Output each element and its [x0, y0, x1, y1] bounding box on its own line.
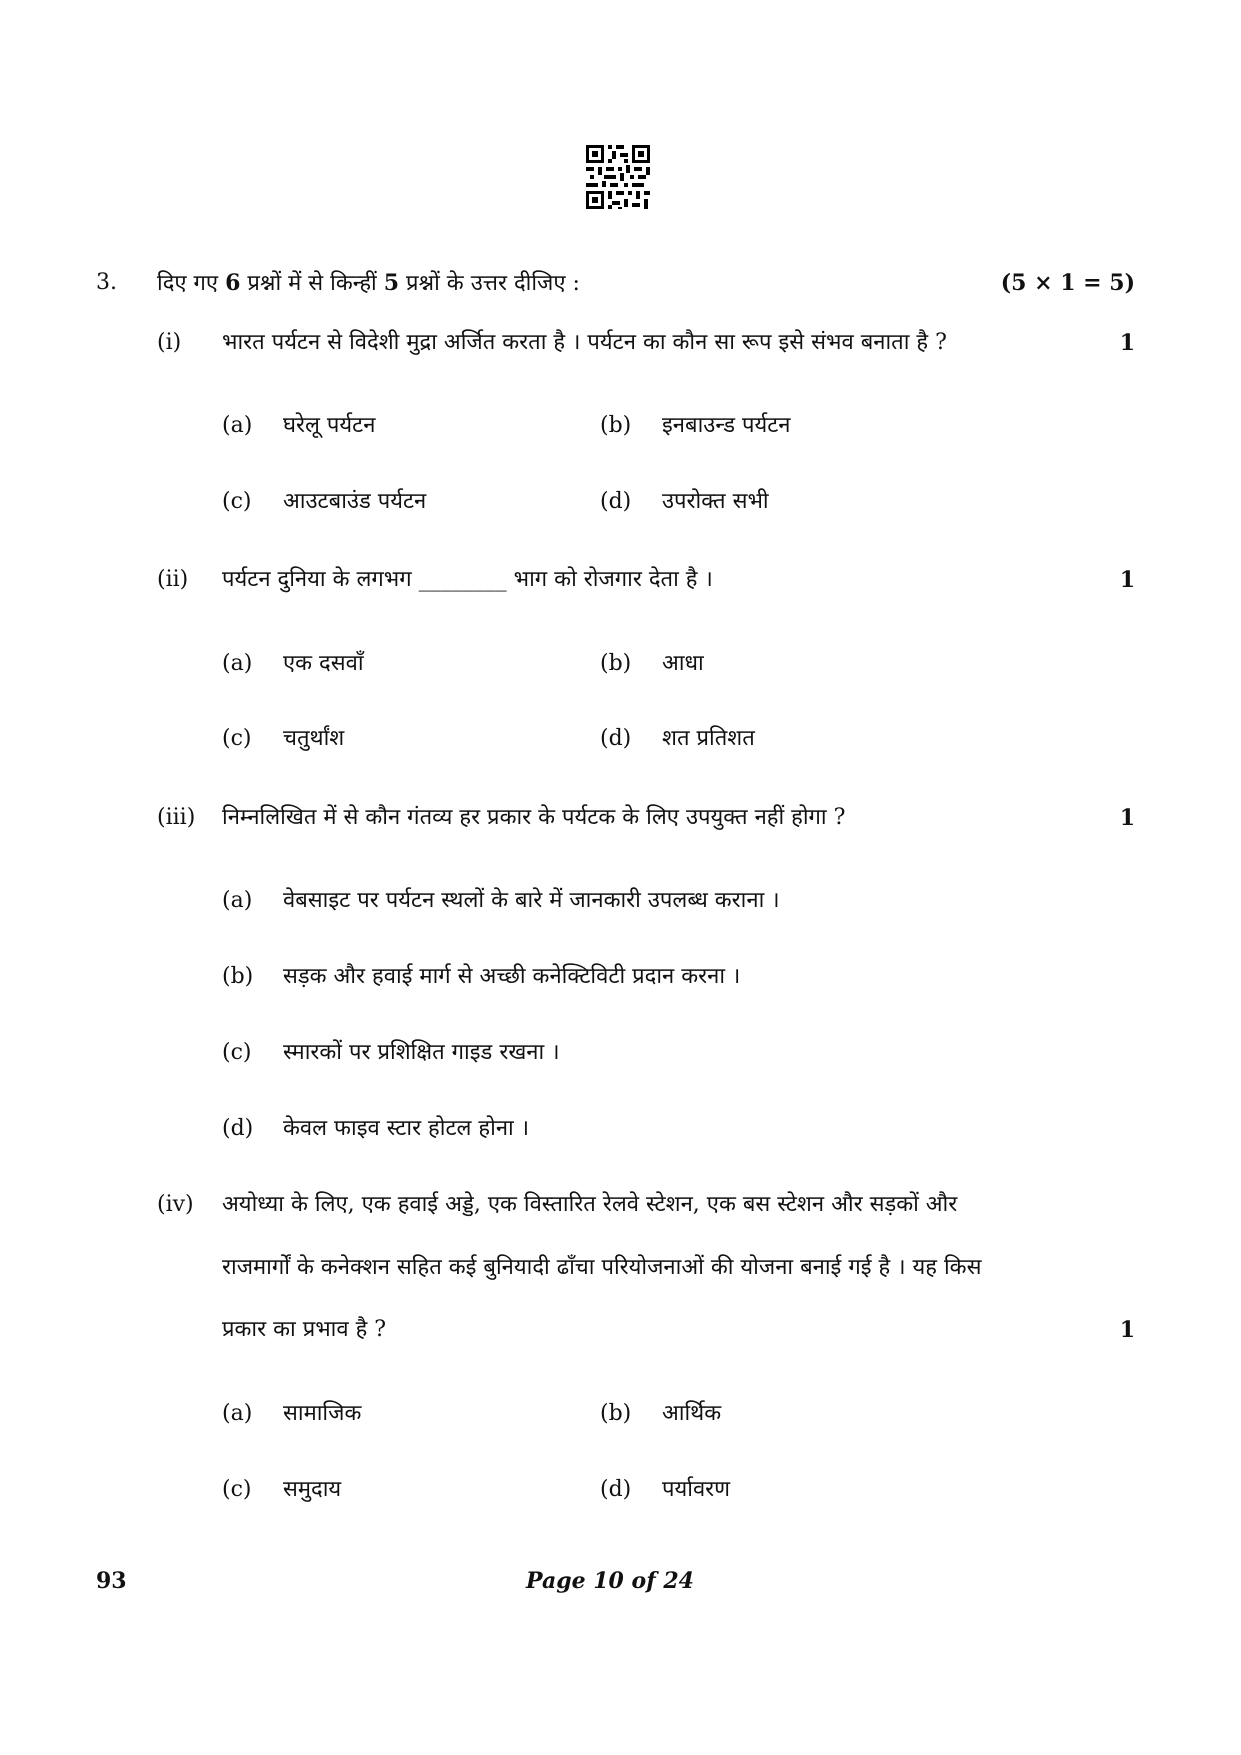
option-label: (b)	[600, 1401, 632, 1426]
subquestion-number: (i)	[157, 330, 182, 355]
subquestion-number: (iii)	[157, 805, 196, 830]
subquestion-marks: 1	[1119, 805, 1135, 831]
option-label: (a)	[222, 413, 253, 438]
subquestion-text-line-3: प्रकार का प्रभाव है ?	[222, 1317, 387, 1342]
subquestion-marks: 1	[1119, 1317, 1135, 1343]
subquestion-number: (ii)	[157, 567, 189, 592]
instruction-count-answer: 5	[383, 270, 400, 296]
option-label: (c)	[222, 726, 252, 751]
option-label: (d)	[600, 1477, 632, 1502]
option-text: स्मारकों पर प्रशिक्षित गाइड रखना ।	[283, 1040, 560, 1065]
subquestion-text-after-blank: भाग को रोजगार देता है ।	[513, 567, 713, 592]
option-text: समुदाय	[283, 1477, 342, 1502]
subquestion-marks: 1	[1119, 567, 1135, 593]
option-text: आउटबाउंड पर्यटन	[283, 489, 427, 514]
option-label: (c)	[222, 1040, 252, 1065]
option-text: सामाजिक	[283, 1401, 362, 1426]
subquestion-text-before-blank: पर्यटन दुनिया के लगभग	[222, 567, 412, 592]
option-label: (d)	[600, 489, 632, 514]
question-total-marks: (5 × 1 = 5)	[1000, 270, 1135, 296]
option-text: आर्थिक	[662, 1401, 722, 1426]
option-text: वेबसाइट पर पर्यटन स्थलों के बारे में जानकारी उपलब्ध कराना ।	[283, 888, 780, 913]
instruction-text-2: प्रश्नों में से किन्हीं	[240, 271, 384, 296]
subquestion-text: निम्नलिखित में से कौन गंतव्य हर प्रकार के पर्यटक के लिए उपयुक्त नहीं होगा ?	[222, 805, 846, 830]
option-label: (d)	[222, 1116, 254, 1141]
question-instruction	[157, 268, 580, 299]
instruction-count-given: 6	[225, 270, 241, 296]
subquestion-text: भारत पर्यटन से विदेशी मुद्रा अर्जित करता है । पर्यटन का कौन सा रूप इसे संभव बनाता है ?	[222, 330, 947, 355]
option-label: (c)	[222, 489, 252, 514]
subquestion-text-line-1: अयोध्या के लिए, एक हवाई अड्डे, एक विस्तारित रेलवे स्टेशन, एक बस स्टेशन और सड़कों और	[222, 1192, 958, 1217]
option-text: एक दसवाँ	[283, 651, 364, 676]
instruction-text-1: दिए गए	[157, 271, 226, 296]
option-text: सड़क और हवाई मार्ग से अच्छी कनेक्टिविटी प्रदान करना ।	[283, 964, 741, 989]
option-label: (b)	[600, 413, 632, 438]
fill-in-blank: ________	[418, 567, 507, 592]
qr-code-icon	[584, 143, 652, 211]
option-text: पर्यावरण	[662, 1477, 731, 1502]
instruction-text-3: प्रश्नों के उत्तर दीजिए :	[399, 271, 580, 296]
option-text: घरेलू पर्यटन	[283, 413, 376, 438]
option-label: (d)	[600, 726, 632, 751]
option-label: (c)	[222, 1477, 252, 1502]
option-text: उपरोक्त सभी	[662, 489, 769, 514]
option-text: केवल फाइव स्टार होटल होना ।	[283, 1116, 530, 1141]
option-label: (b)	[222, 964, 254, 989]
option-text: चतुर्थांश	[283, 726, 345, 751]
question-number: 3.	[96, 270, 117, 295]
option-label: (a)	[222, 651, 253, 676]
option-label: (a)	[222, 888, 253, 913]
subquestion-number: (iv)	[157, 1192, 194, 1217]
paper-code: 93	[96, 1568, 127, 1594]
subquestion-text	[222, 565, 713, 595]
page-number: Page 10 of 24	[526, 1568, 694, 1594]
option-text: आधा	[662, 651, 704, 676]
option-text: शत प्रतिशत	[662, 726, 755, 751]
subquestion-marks: 1	[1119, 330, 1135, 356]
option-label: (b)	[600, 651, 632, 676]
subquestion-text-line-2: राजमार्गों के कनेक्शन सहित कई बुनियादी ढाँचा परियोजनाओं की योजना बनाई गई है । यह किस	[222, 1255, 982, 1280]
option-label: (a)	[222, 1401, 253, 1426]
option-text: इनबाउन्ड पर्यटन	[662, 413, 791, 438]
